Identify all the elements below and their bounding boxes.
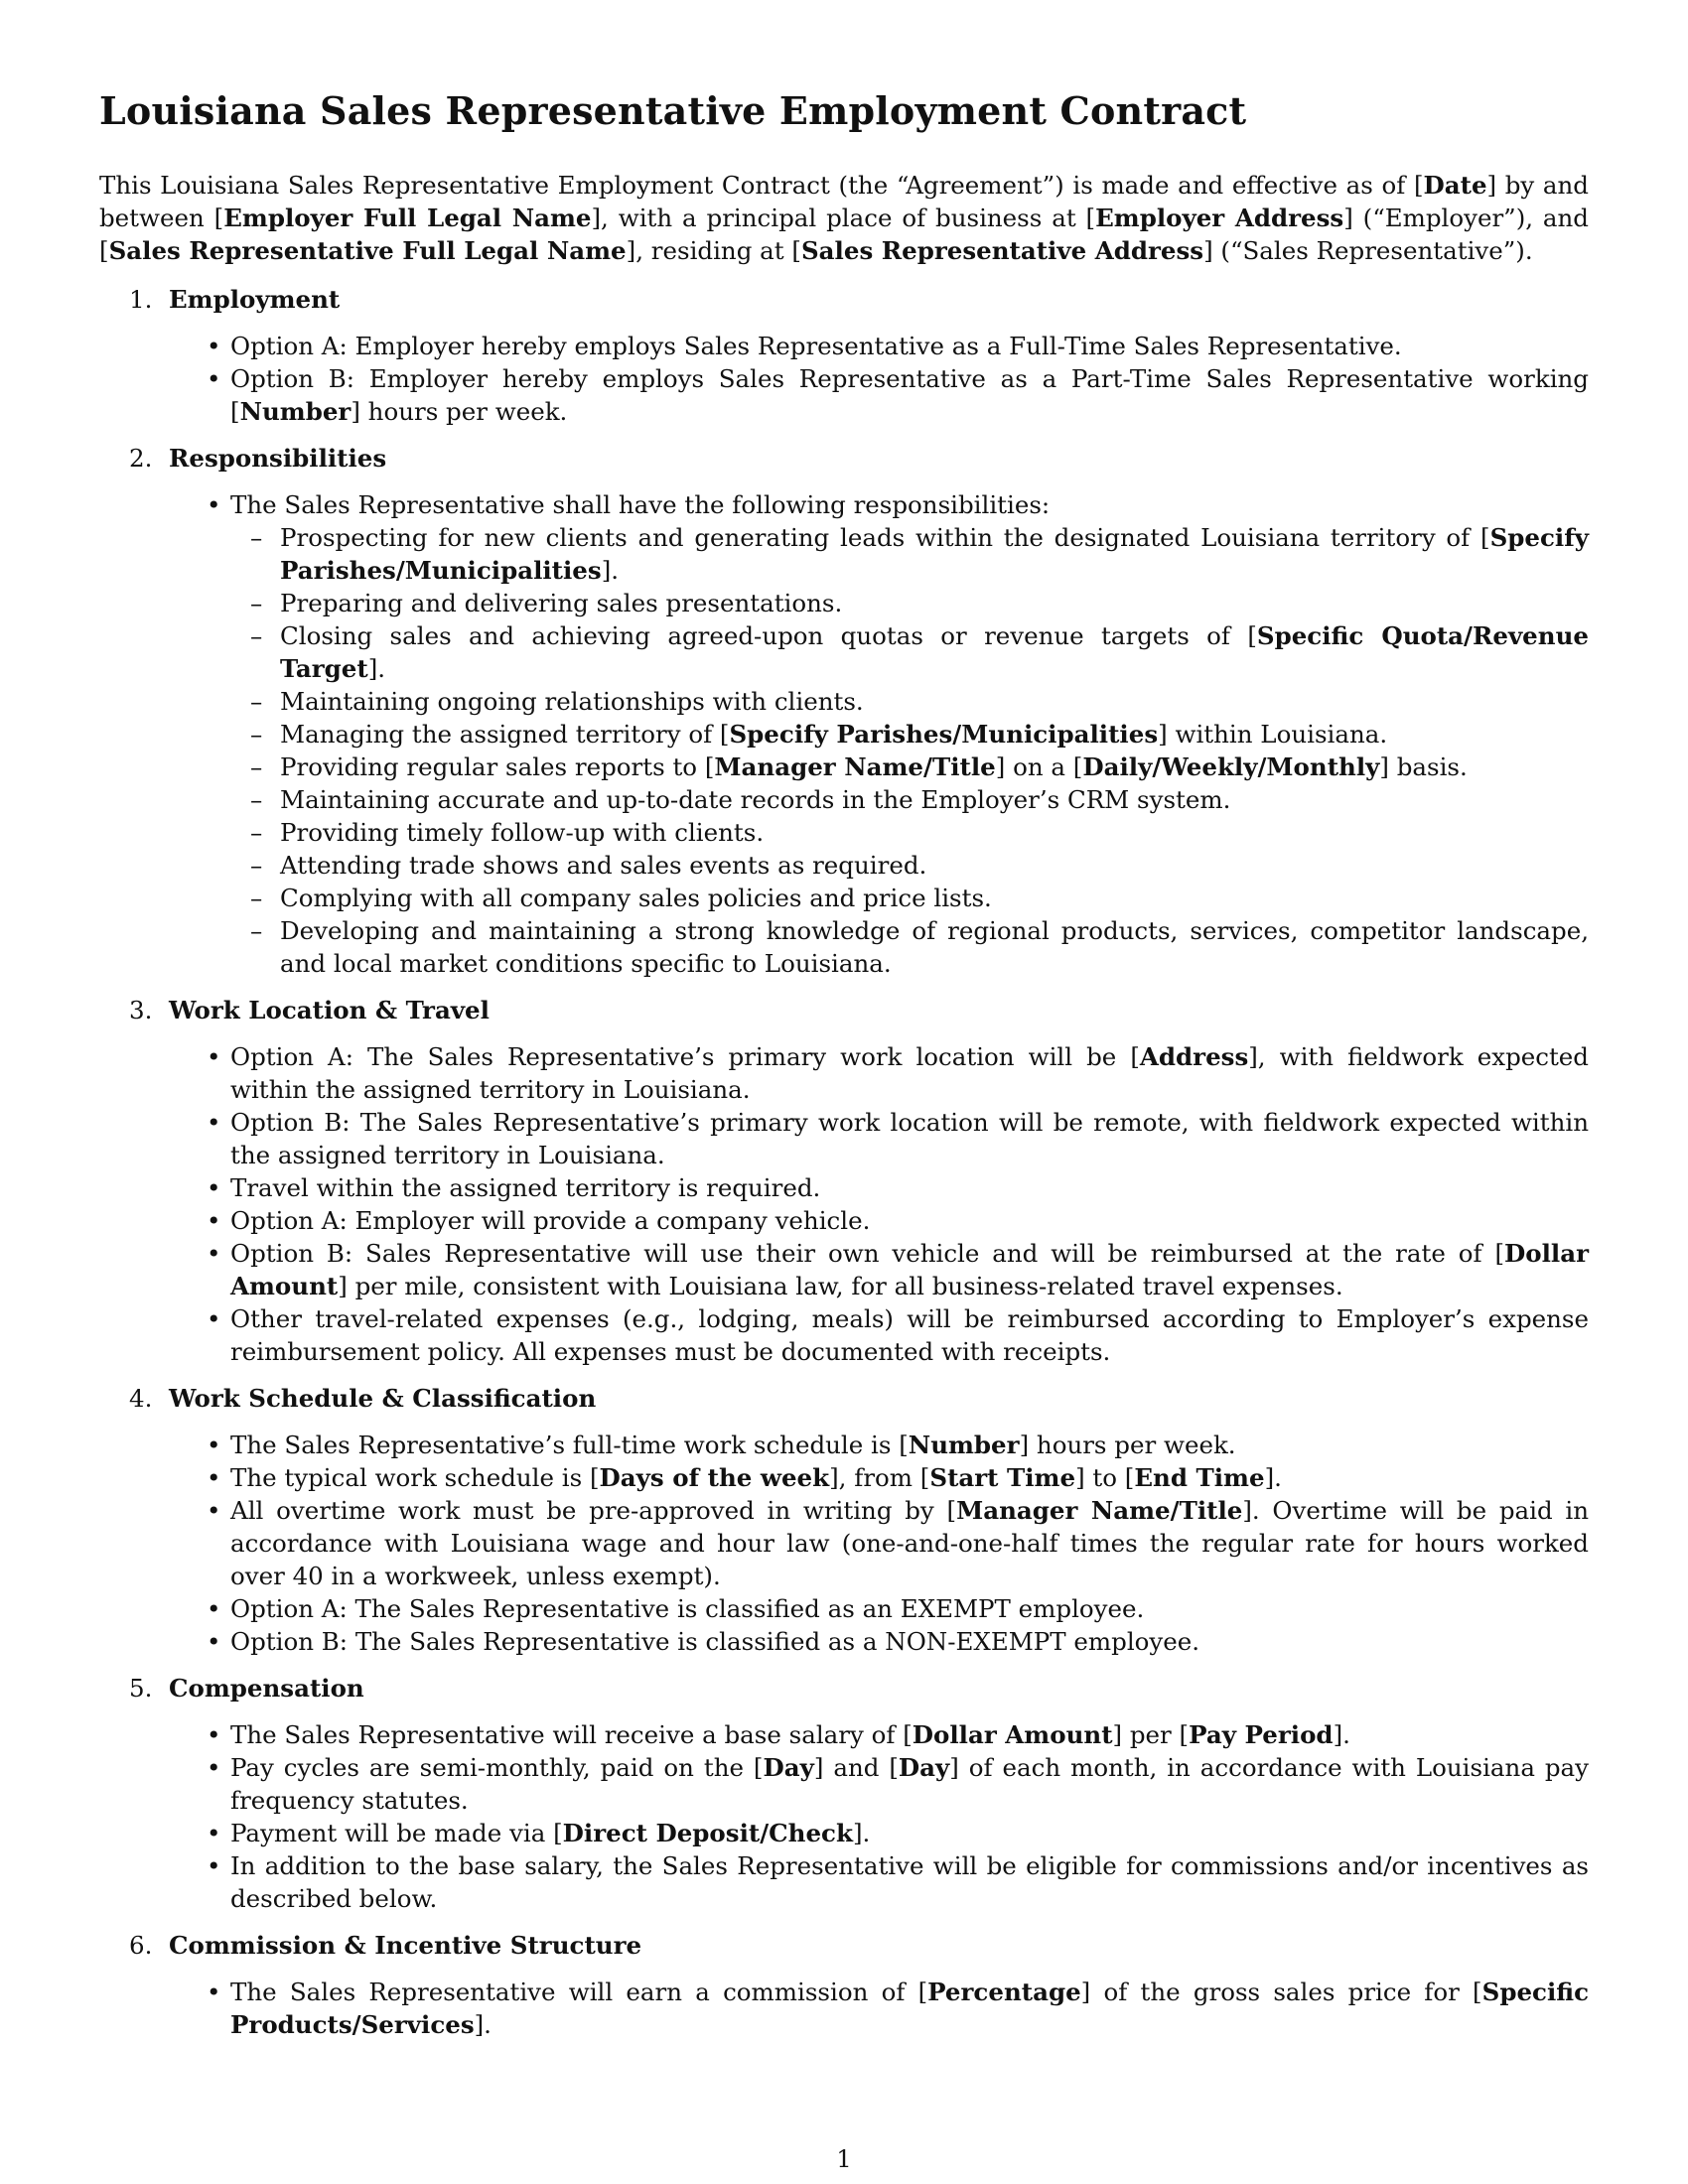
- section-number: 1.: [129, 285, 153, 314]
- placeholder-field: Direct Deposit/Check: [562, 1819, 853, 1847]
- bullet-list: [169, 1976, 1589, 2041]
- section-heading: Commission & Incentive Structure: [169, 1931, 642, 1960]
- placeholder-field: Dollar Amount: [230, 1239, 1589, 1300]
- section-number: 4.: [129, 1384, 153, 1413]
- placeholder-field: Specific Quota/Revenue Target: [280, 621, 1589, 683]
- text-run: ] hours per week.: [1019, 1431, 1236, 1459]
- section-number: 6.: [129, 1931, 153, 1960]
- sub-item: [280, 521, 1589, 587]
- text-run: Developing and maintaining a strong knowledge of regional products, services, competitor landscape, and local market conditions specific to Louisiana.: [280, 916, 1589, 978]
- text-run: Preparing and delivering sales presentations.: [280, 589, 843, 617]
- text-run: ], from [: [829, 1463, 930, 1492]
- section-heading: Compensation: [169, 1674, 364, 1703]
- text-run: ] of each month, in accordance with Louisiana pay frequency statutes.: [230, 1753, 1589, 1815]
- bullet-item: [230, 1718, 1589, 1751]
- text-run: ].: [1264, 1463, 1282, 1492]
- sub-item: [280, 816, 1589, 849]
- text-run: ].: [474, 2010, 492, 2039]
- bullet-item: [230, 1106, 1589, 1171]
- text-run: This Louisiana Sales Representative Employment Contract (the “Agreement”) is made and effective as of: [99, 171, 1414, 200]
- bullet-item: [230, 1171, 1589, 1204]
- text-run: Option A: The Sales Representative is classified as an EXEMPT employee.: [230, 1594, 1145, 1623]
- text-run: ] per mile, consistent with Louisiana law, for all business-related travel expenses.: [338, 1272, 1343, 1300]
- text-run: ] (“Sales Representative”).: [1203, 236, 1533, 265]
- text-run: Option B: Sales Representative will use their own vehicle and will be reimbursed at the rate of [: [230, 1239, 1505, 1268]
- text-run: Maintaining accurate and up-to-date records in the Employer’s CRM system.: [280, 785, 1231, 814]
- placeholder-field: Specify Parishes/Municipalities: [729, 720, 1159, 749]
- text-run: [: [1413, 171, 1424, 200]
- text-run: Payment will be made via [: [230, 1819, 563, 1847]
- section: [99, 1929, 1589, 2041]
- text-run: ] by and between [: [99, 171, 1589, 232]
- text-run: ] and [: [813, 1753, 899, 1782]
- text-run: ].: [1333, 1720, 1350, 1749]
- text-run: Attending trade shows and sales events as required.: [280, 851, 927, 880]
- placeholder-field: Employer Address: [1095, 204, 1344, 232]
- text-run: Pay cycles are semi-monthly, paid on the [: [230, 1753, 764, 1782]
- placeholder-field: Daily/Weekly/Monthly: [1082, 752, 1380, 781]
- section: [99, 1672, 1589, 1915]
- placeholder-field: Day: [763, 1753, 814, 1782]
- text-run: Option A: Employer will provide a company vehicle.: [230, 1206, 871, 1235]
- bullet-item: [230, 1302, 1589, 1368]
- bullet-item: [230, 1849, 1589, 1915]
- sub-item: [280, 587, 1589, 619]
- text-run: The Sales Representative shall have the following responsibilities:: [230, 490, 1051, 519]
- text-run: Complying with all company sales policies and price lists.: [280, 884, 992, 912]
- section: [99, 994, 1589, 1368]
- placeholder-field: Sales Representative Address: [800, 236, 1204, 265]
- text-run: Closing sales and achieving agreed-upon quotas or revenue targets of [: [280, 621, 1257, 650]
- text-run: ].: [601, 556, 620, 585]
- text-run: ] basis.: [1379, 752, 1468, 781]
- bullet-item: [230, 1751, 1589, 1817]
- text-run: In addition to the base salary, the Sales Representative will be eligible for commissions and/or incentives as described below.: [230, 1851, 1589, 1913]
- placeholder-field: Day: [898, 1753, 950, 1782]
- text-run: ] within Louisiana.: [1158, 720, 1388, 749]
- bullet-item: [230, 1592, 1589, 1625]
- bullet-item: [230, 330, 1589, 362]
- text-run: Option B: Employer hereby employs Sales Representative as a Part-Time Sales Representative working [: [230, 364, 1589, 426]
- placeholder-field: Manager Name/Title: [714, 752, 996, 781]
- sub-item: [280, 685, 1589, 718]
- bullet-item: [230, 488, 1589, 980]
- text-run: ], with a principal place of business at [: [591, 204, 1096, 232]
- text-run: Option A: The Sales Representative’s primary work location will be [: [230, 1042, 1140, 1071]
- text-run: ], with fieldwork expected within the assigned territory in Louisiana.: [230, 1042, 1589, 1104]
- text-run: Providing timely follow-up with clients.: [280, 818, 765, 847]
- text-run: ] on a [: [995, 752, 1083, 781]
- text-run: Option B: The Sales Representative is classified as a NON-EXEMPT employee.: [230, 1627, 1200, 1656]
- text-run: All overtime work must be pre-approved in writing by [: [230, 1496, 957, 1525]
- text-run: The Sales Representative will earn a commission of [: [230, 1978, 928, 2006]
- bullet-item: [230, 1625, 1589, 1658]
- placeholder-field: Employer Full Legal Name: [223, 204, 592, 232]
- placeholder-field: Number: [908, 1431, 1020, 1459]
- sub-item: [280, 882, 1589, 914]
- section-heading: Responsibilities: [169, 444, 387, 473]
- placeholder-field: Dollar Amount: [912, 1720, 1113, 1749]
- intro-paragraph: [99, 169, 1589, 267]
- placeholder-field: Sales Representative Full Legal Name: [108, 236, 627, 265]
- text-run: The Sales Representative will receive a base salary of [: [230, 1720, 913, 1749]
- bullet-list: [169, 1040, 1589, 1368]
- placeholder-field: Address: [1139, 1042, 1249, 1071]
- bullet-item: [230, 1204, 1589, 1237]
- placeholder-field: Specify Parishes/Municipalities: [280, 523, 1589, 585]
- bullet-list: [169, 1718, 1589, 1915]
- bullet-list: [169, 330, 1589, 428]
- text-run: Providing regular sales reports to [: [280, 752, 715, 781]
- placeholder-field: Start Time: [929, 1463, 1076, 1492]
- section: [99, 283, 1589, 428]
- section-heading: Work Location & Travel: [169, 996, 490, 1024]
- sub-item: [280, 751, 1589, 783]
- sub-item: [280, 783, 1589, 816]
- bullet-item: [230, 1429, 1589, 1461]
- section-number: 3.: [129, 996, 153, 1024]
- sub-item: [280, 619, 1589, 685]
- section-heading: Employment: [169, 285, 341, 314]
- document-page: [99, 87, 1589, 2055]
- text-run: Prospecting for new clients and generating leads within the designated Louisiana territory of [: [280, 523, 1490, 552]
- sub-item: [280, 718, 1589, 751]
- section: [99, 442, 1589, 980]
- text-run: Managing the assigned territory of [: [280, 720, 730, 749]
- bullet-list: [169, 488, 1589, 980]
- section: [99, 1382, 1589, 1658]
- bullet-item: [230, 1976, 1589, 2041]
- text-run: Other travel-related expenses (e.g., lodging, meals) will be reimbursed according to Employer’s expense reimbursement policy. All expenses must be documented with receipts.: [230, 1304, 1589, 1366]
- text-run: ] hours per week.: [351, 397, 568, 426]
- placeholder-field: Manager Name/Title: [956, 1496, 1243, 1525]
- section-number: 5.: [129, 1674, 153, 1703]
- page-number: 1: [836, 2145, 852, 2173]
- placeholder-field: Specific Products/Services: [230, 1978, 1589, 2039]
- section-heading: Work Schedule & Classification: [169, 1384, 597, 1413]
- section-list: [99, 283, 1589, 2041]
- text-run: ]. Overtime will be paid in accordance with Louisiana wage and hour law (one-and-one-half times the regular rate for hours worked over 40 in a workweek, unless exempt).: [230, 1496, 1589, 1590]
- sub-item: [280, 914, 1589, 980]
- text-run: ].: [367, 654, 386, 683]
- bullet-item: [230, 362, 1589, 428]
- placeholder-field: Pay Period: [1189, 1720, 1334, 1749]
- text-run: Maintaining ongoing relationships with clients.: [280, 687, 864, 716]
- text-run: ].: [852, 1819, 871, 1847]
- text-run: Travel within the assigned territory is required.: [230, 1173, 821, 1202]
- placeholder-field: Number: [239, 397, 352, 426]
- text-run: ] to [: [1075, 1463, 1135, 1492]
- sub-list: [230, 521, 1589, 980]
- placeholder-field: End Time: [1134, 1463, 1265, 1492]
- section-number: 2.: [129, 444, 153, 473]
- bullet-item: [230, 1494, 1589, 1592]
- bullet-item: [230, 1461, 1589, 1494]
- text-run: ] per [: [1112, 1720, 1190, 1749]
- text-run: The typical work schedule is [: [230, 1463, 600, 1492]
- bullet-list: [169, 1429, 1589, 1658]
- bullet-item: [230, 1817, 1589, 1849]
- bullet-item: [230, 1237, 1589, 1302]
- text-run: ] (“Employer”), and [: [99, 204, 1589, 265]
- placeholder-field: Days of the week: [599, 1463, 830, 1492]
- placeholder-field: Percentage: [927, 1978, 1081, 2006]
- text-run: Option B: The Sales Representative’s primary work location will be remote, with fieldwork expected within the assigned territory in Louisiana.: [230, 1108, 1589, 1169]
- bullet-item: [230, 1040, 1589, 1106]
- text-run: ], residing at [: [626, 236, 801, 265]
- text-run: Option A: Employer hereby employs Sales Representative as a Full-Time Sales Representative.: [230, 332, 1402, 360]
- placeholder-field: Date: [1423, 171, 1487, 200]
- text-run: ] of the gross sales price for [: [1080, 1978, 1482, 2006]
- document-title: Louisiana Sales Representative Employment Contract: [99, 88, 1247, 133]
- sub-item: [280, 849, 1589, 882]
- text-run: The Sales Representative’s full-time work schedule is [: [230, 1431, 909, 1459]
